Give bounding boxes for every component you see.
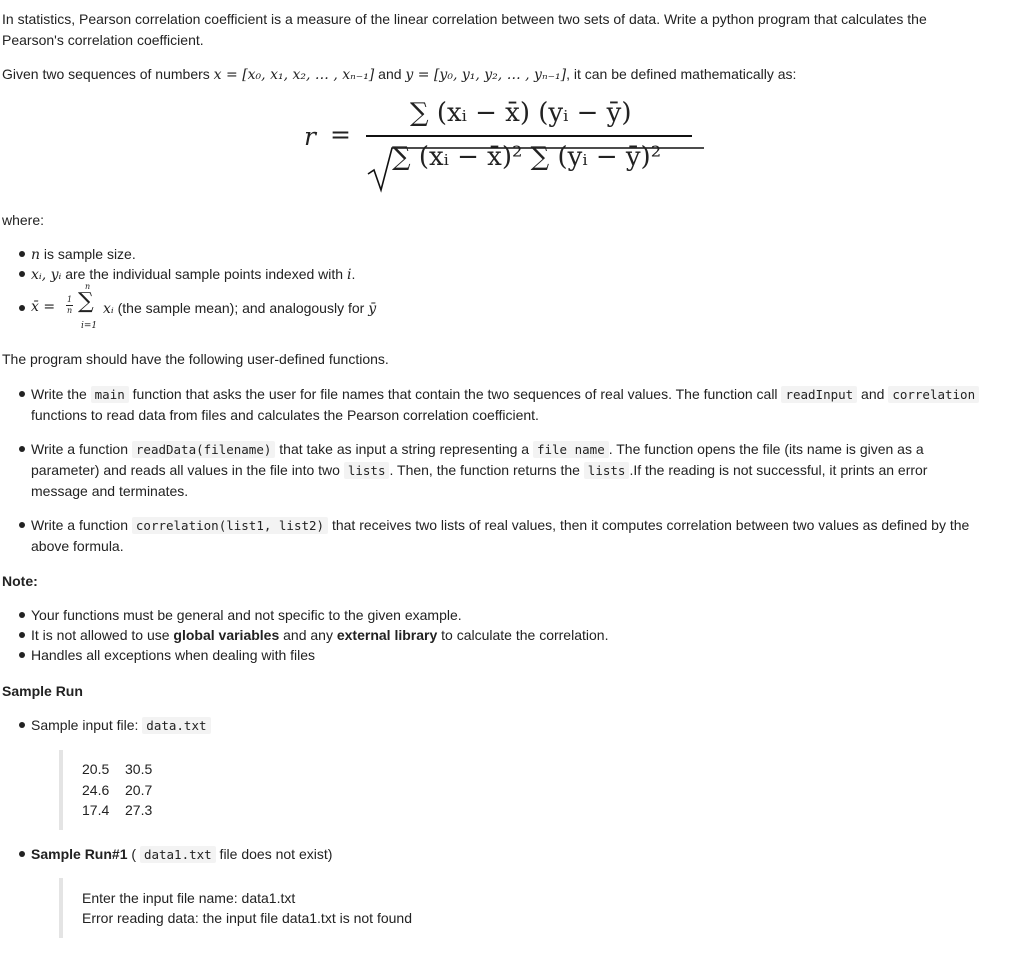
text: (: [127, 846, 140, 862]
function-correlation-line-2: above formula.: [31, 538, 124, 554]
text: It is not allowed to use: [31, 627, 174, 643]
external-library-emphasis: external library: [336, 627, 438, 643]
n-symbol: n: [31, 247, 41, 263]
frac-num: 1: [67, 295, 73, 304]
text: that receives two lists of real values, then it computes correlation between two values as defined by the: [328, 517, 970, 533]
xi-symbol: xᵢ: [103, 301, 114, 317]
note-item-3: Handles all exceptions when dealing with files: [31, 647, 316, 663]
ybar-symbol: ȳ: [368, 301, 377, 317]
text: .If the reading is not successful, it prints an error: [629, 462, 928, 478]
x-sequence: x = [x₀, x₁, x₂, … , xₙ₋₁]: [213, 67, 375, 83]
bullet-icon: [19, 305, 25, 311]
bullet-icon: [19, 251, 25, 257]
text: and any: [279, 627, 337, 643]
global-variables-emphasis: global variables: [173, 627, 280, 643]
code-readdata: readData(filename): [132, 441, 275, 458]
sample-run-output-2: Error reading data: the input file data1.txt is not found: [82, 910, 412, 926]
text: Sample input file:: [31, 717, 143, 733]
text: parameter) and reads all values in the file into two: [31, 462, 344, 478]
intro-line-1: In statistics, Pearson correlation coefficient is a measure of the linear correlation between two sets of data. Write a python program that calculates the: [2, 11, 927, 27]
where-item-points: xᵢ, yᵢ are the individual sample points indexed with i.: [31, 266, 356, 283]
data-cell: 20.7: [125, 782, 153, 798]
text: . Then, the function returns the: [389, 462, 584, 478]
where-item-mean: [31, 282, 431, 332]
text: . The function opens the file (its name is given as a: [608, 441, 924, 457]
bullet-icon: [19, 522, 25, 528]
data-cell: 20.5: [82, 761, 110, 777]
bullet-icon: [19, 722, 25, 728]
text: that take as input a string representing a: [275, 441, 533, 457]
sum-lower: i=1: [81, 321, 98, 331]
where-label: where:: [2, 212, 45, 228]
sample-run-1-title: Sample Run#1: [31, 846, 128, 862]
xbar-symbol: x̄ =: [31, 299, 56, 315]
note-heading: Note:: [2, 573, 38, 589]
function-main-line-1: [31, 384, 979, 405]
function-readdata-line-2: [31, 460, 927, 481]
function-readdata-line-3: message and terminates.: [31, 483, 189, 499]
xi-yi-symbol: xᵢ, yᵢ: [31, 267, 62, 283]
formula-numerator: ∑ (xᵢ − x̄) (yᵢ − ȳ): [410, 98, 632, 128]
code-data-txt: data.txt: [142, 717, 210, 734]
i-symbol: i: [346, 267, 352, 283]
and-word: and: [378, 66, 402, 82]
code-data1-txt: data1.txt: [140, 846, 216, 863]
sigma-icon: ∑: [78, 289, 94, 314]
points-description: are the individual sample points indexed with: [61, 266, 347, 282]
sample-run-heading: Sample Run: [2, 683, 83, 699]
intro-line-2: Pearson's correlation coefficient.: [2, 32, 204, 48]
data-cell: 17.4: [82, 802, 110, 818]
sample-input-label: [31, 715, 211, 736]
formula-equals: =: [330, 120, 351, 149]
text: function that asks the user for file names that contain the two sequences of real values. The function call: [128, 386, 782, 402]
code-file-name: file name: [533, 441, 609, 458]
sample-run-quote-bar: [59, 878, 63, 938]
text: to calculate the correlation.: [437, 627, 609, 643]
code-readinput: readInput: [781, 386, 857, 403]
sample-data-quote-bar: [59, 750, 63, 830]
code-correlation-signature: correlation(list1, list2): [132, 517, 328, 534]
data-cell: 30.5: [125, 761, 153, 777]
bullet-icon: [19, 851, 25, 857]
code-correlation: correlation: [888, 386, 979, 403]
pearson-formula: [300, 98, 710, 198]
sample-run-output-1: Enter the input file name: data1.txt: [82, 890, 296, 906]
text: Write the: [31, 386, 91, 402]
sum-upper: n: [85, 282, 91, 291]
given-prefix: Given two sequences of numbers: [2, 66, 210, 82]
given-suffix: , it can be defined mathematically as:: [566, 66, 797, 82]
function-main-line-2: functions to read data from files and calculates the Pearson correlation coefficient.: [31, 407, 539, 423]
where-item-n: [31, 244, 136, 265]
mean-description: (the sample mean); and analogously for: [113, 300, 369, 316]
text: and: [857, 386, 889, 402]
y-sequence: y = [y₀, y₁, y₂, … , yₙ₋₁]: [405, 67, 567, 83]
n-description: is sample size.: [40, 246, 136, 262]
formula-denominator: ∑ (xᵢ − x̄)² ∑ (yᵢ − ȳ)²: [392, 142, 662, 172]
fraction-bar: [366, 135, 692, 137]
bullet-icon: [19, 271, 25, 277]
data-cell: 27.3: [125, 802, 153, 818]
function-correlation-line-1: [31, 515, 969, 536]
code-lists: lists: [344, 462, 390, 479]
code-main: main: [91, 386, 129, 403]
bullet-icon: [19, 612, 25, 618]
text: Write a function: [31, 517, 132, 533]
data-cell: 24.6: [82, 782, 110, 798]
sample-run-1-label: [31, 844, 332, 865]
definition-line: [2, 64, 796, 85]
functions-heading: The program should have the following user-defined functions.: [2, 351, 389, 367]
text: file does not exist): [215, 846, 333, 862]
bullet-icon: [19, 391, 25, 397]
code-lists: lists: [584, 462, 630, 479]
formula-r: r: [304, 122, 316, 151]
note-item-1: Your functions must be general and not specific to the given example.: [31, 607, 462, 623]
note-item-2: [31, 625, 608, 645]
bullet-icon: [19, 446, 25, 452]
bullet-icon: [19, 632, 25, 638]
text: Write a function: [31, 441, 132, 457]
function-readdata-line-1: [31, 439, 924, 460]
bullet-icon: [19, 652, 25, 658]
frac-den: n: [67, 306, 73, 315]
